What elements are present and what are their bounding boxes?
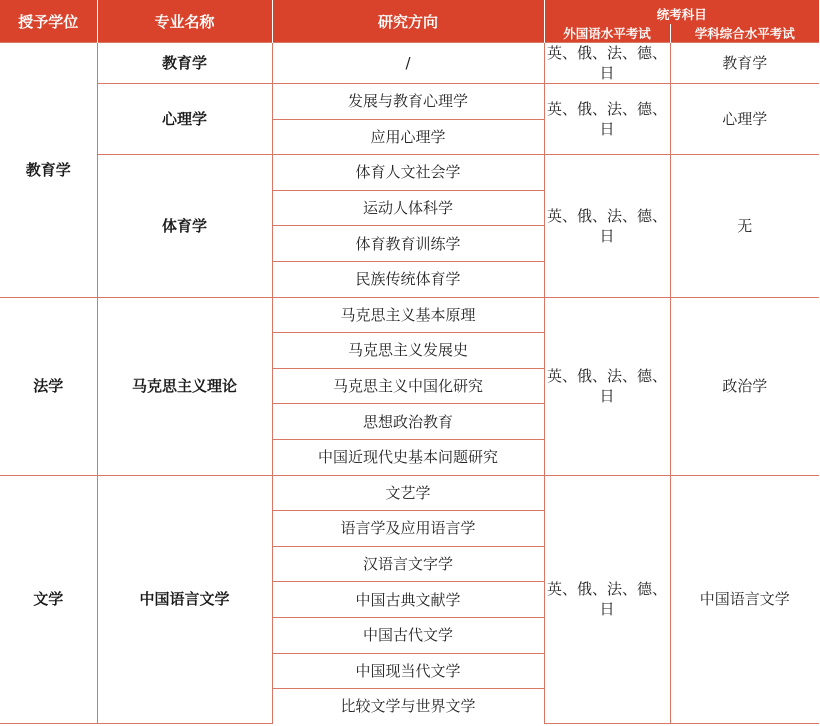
direction-cell: / [272,43,544,84]
major-cell: 马克思主义理论 [97,297,272,475]
direction-cell: 中国古代文学 [272,617,544,653]
direction-cell: 运动人体科学 [272,190,544,226]
table-header [0,0,819,43]
direction-cell: 马克思主义发展史 [272,333,544,369]
direction-cell: 文艺学 [272,475,544,511]
direction-cell: 马克思主义中国化研究 [272,368,544,404]
header-direction: 研究方向 [272,0,544,43]
subject-exam-cell: 心理学 [670,84,819,155]
table-body [0,43,819,724]
direction-cell: 体育人文社会学 [272,155,544,191]
direction-cell: 体育教育训练学 [272,226,544,262]
degree-cell: 法学 [0,297,97,475]
subject-exam-cell: 无 [670,155,819,297]
table-row [0,84,819,120]
header-foreign-language: 外国语水平考试 [544,24,670,43]
header-subject-exam: 学科综合水平考试 [670,24,819,43]
subject-exam-cell: 教育学 [670,43,819,84]
header-degree: 授予学位 [0,0,97,43]
subject-exam-cell: 中国语言文学 [670,475,819,724]
direction-cell: 马克思主义基本原理 [272,297,544,333]
direction-cell: 汉语言文字学 [272,546,544,582]
table-row [0,475,819,511]
direction-cell: 语言学及应用语言学 [272,511,544,547]
subject-exam-cell: 政治学 [670,297,819,475]
header-major: 专业名称 [97,0,272,43]
direction-cell: 中国近现代史基本问题研究 [272,439,544,475]
foreign-language-cell: 英、俄、法、德、日 [544,84,670,155]
table-row [0,155,819,191]
foreign-language-cell: 英、俄、法、德、日 [544,297,670,475]
foreign-language-cell: 英、俄、法、德、日 [544,43,670,84]
direction-cell: 中国现当代文学 [272,653,544,689]
direction-cell: 应用心理学 [272,119,544,155]
direction-cell: 发展与教育心理学 [272,84,544,120]
major-cell: 体育学 [97,155,272,297]
degree-cell: 文学 [0,475,97,724]
direction-cell: 比较文学与世界文学 [272,689,544,724]
major-cell: 中国语言文学 [97,475,272,724]
major-cell: 教育学 [97,43,272,84]
foreign-language-cell: 英、俄、法、德、日 [544,475,670,724]
major-cell: 心理学 [97,84,272,155]
table-row [0,297,819,333]
degree-cell: 教育学 [0,43,97,298]
direction-cell: 中国古典文献学 [272,582,544,618]
table-row [0,43,819,84]
direction-cell: 民族传统体育学 [272,261,544,297]
direction-cell: 思想政治教育 [272,404,544,440]
foreign-language-cell: 英、俄、法、德、日 [544,155,670,297]
header-exam-group: 统考科目 [544,0,819,24]
